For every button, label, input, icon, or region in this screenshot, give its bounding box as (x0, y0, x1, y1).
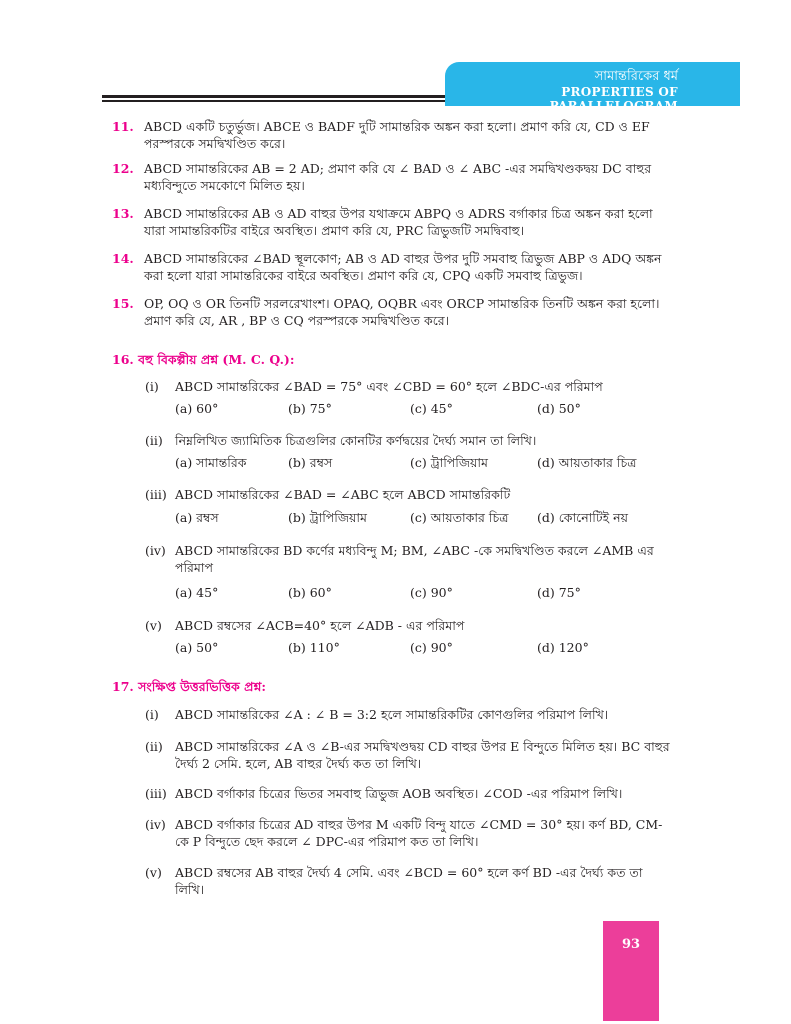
question-11 (112, 118, 682, 152)
option-d[interactable]: (d) কোনোটিই নয় (537, 510, 628, 525)
option-d[interactable]: (d) 50° (537, 401, 581, 416)
item-number: (iv) (145, 543, 166, 558)
mcq-options-5 (175, 640, 675, 657)
question-14 (112, 250, 682, 284)
question-text: ABCD সামান্তরিকের AB ও AD বাহুর উপর যথাক্রমে ABPQ ও ADRS বর্গাকার চিত্র অঙ্কন করা হলো যারা সামান্তরিকটির বাইরে অবস্থিত। প্রমাণ করি যে, PRC ত্রিভুজটি সমদ্বিবাহু। (144, 206, 653, 238)
item-text: নিম্নলিখিত জ্যামিতিক চিত্রগুলির কোনটির কর্ণদ্বয়ের দৈর্ঘ্য সমান তা লিখি। (175, 433, 537, 448)
item-number: (iv) (145, 817, 166, 832)
mcq-heading: 16. বহু বিকল্পীয় প্রশ্ন (M. C. Q.): (112, 352, 295, 367)
item-text: ABCD সামান্তরিকের ∠A ও ∠B-এর সমদ্বিখণ্ডদ্বয় CD বাহুর উপর E বিন্দুতে মিলিত হয়। BC বাহুর দৈর্ঘ্য 2 সেমি. হলে, AB বাহুর দৈর্ঘ্য কত তা লিখি। (175, 739, 670, 771)
option-c[interactable]: (c) 90° (410, 640, 453, 655)
short-answer-heading: 17. সংক্ষিপ্ত উত্তরভিত্তিক প্রশ্ন: (112, 679, 266, 694)
chapter-header-banner (445, 62, 740, 113)
option-c[interactable]: (c) 45° (410, 401, 453, 416)
item-number: (iii) (145, 786, 167, 801)
option-c[interactable]: (c) ট্রাপিজিয়াম (410, 455, 488, 470)
mcq-options-1 (175, 401, 675, 418)
short-item-4 (145, 816, 675, 850)
question-text: ABCD সামান্তরিকের ∠BAD স্থূলকোণ; AB ও AD বাহুর উপর দুটি সমবাহু ত্রিভুজ ABP ও ADQ অঙ্কন করা হলো যারা সামান্তরিকের বাইরে অবস্থিত। প্রমাণ করি যে, CPQ একটি সমবাহু ত্রিভুজ। (144, 251, 662, 283)
question-13 (112, 205, 682, 239)
item-number: (ii) (145, 433, 163, 448)
option-d[interactable]: (d) আয়তাকার চিত্র (537, 455, 637, 470)
option-a[interactable]: (a) 60° (175, 401, 219, 416)
option-b[interactable]: (b) 75° (288, 401, 332, 416)
mcq-options-2 (175, 455, 675, 472)
option-b[interactable]: (b) ট্রাপিজিয়াম (288, 510, 367, 525)
question-text: ABCD সামান্তরিকের AB = 2 AD; প্রমাণ করি যে ∠ BAD ও ∠ ABC -এর সমদ্বিখণ্ডকদ্বয় DC বাহুর মধ্যবিন্দুতে সমকোণে মিলিত হয়। (144, 161, 652, 193)
question-number: 11. (112, 119, 134, 134)
item-text: ABCD রম্বসের AB বাহুর দৈর্ঘ্য 4 সেমি. এবং ∠BCD = 60° হলে কর্ণ BD -এর দৈর্ঘ্য কত তা লিখি। (175, 865, 643, 897)
option-b[interactable]: (b) রম্বস (288, 455, 333, 470)
question-text: ABCD একটি চতুর্ভুজ। ABCE ও BADF দুটি সামান্তরিক অঙ্কন করা হলো। প্রমাণ করি যে, CD ও EF পরস্পরকে সমদ্বিখণ্ডিত করে। (144, 119, 650, 151)
option-a[interactable]: (a) সামান্তরিক (175, 455, 247, 470)
option-a[interactable]: (a) 50° (175, 640, 219, 655)
option-c[interactable]: (c) 90° (410, 585, 453, 600)
question-number: 14. (112, 251, 134, 266)
question-number: 15. (112, 296, 134, 311)
item-number: (i) (145, 379, 159, 394)
mcq-options-4 (175, 585, 675, 602)
chapter-title-bengali: সামান্তরিকের ধর্ম (594, 69, 678, 84)
item-number: (v) (145, 865, 162, 880)
option-a[interactable]: (a) রম্বস (175, 510, 219, 525)
short-item-2 (145, 738, 675, 772)
mcq-item-3 (145, 486, 675, 503)
chapter-title-english: PROPERTIES OF PARALLELOGRAM (549, 85, 678, 113)
item-number: (iii) (145, 487, 167, 502)
page-number: 93 (621, 937, 641, 952)
item-text: ABCD বর্গাকার চিত্রের AD বাহুর উপর M একটি বিন্দু যাতে ∠CMD = 30° হয়। কর্ণ BD, CM-কে P বিন্দুতে ছেদ করলে ∠ DPC-এর পরিমাপ কত তা লিখি। (175, 817, 663, 849)
header-rule (102, 95, 447, 107)
mcq-options-3 (175, 510, 675, 527)
mcq-item-2 (145, 432, 675, 449)
mcq-item-5 (145, 617, 675, 634)
option-c[interactable]: (c) আয়তাকার চিত্র (410, 510, 509, 525)
option-d[interactable]: (d) 75° (537, 585, 581, 600)
option-a[interactable]: (a) 45° (175, 585, 219, 600)
item-text: ABCD সামান্তরিকের ∠A : ∠ B = 3:2 হলে সামান্তরিকটির কোণগুলির পরিমাপ লিখি। (175, 707, 609, 722)
item-text: ABCD রম্বসের ∠ACB=40° হলে ∠ADB - এর পরিমাপ (175, 618, 465, 633)
item-number: (ii) (145, 739, 163, 754)
short-item-1 (145, 706, 675, 723)
question-12 (112, 160, 682, 194)
item-text: ABCD সামান্তরিকের ∠BAD = 75° এবং ∠CBD = 60° হলে ∠BDC-এর পরিমাপ (175, 379, 603, 394)
question-number: 12. (112, 161, 134, 176)
item-text: ABCD সামান্তরিকের ∠BAD = ∠ABC হলে ABCD সামান্তরিকটি (175, 487, 511, 502)
question-number: 13. (112, 206, 134, 221)
short-item-5 (145, 864, 675, 898)
item-text: ABCD সামান্তরিকের BD কর্ণের মধ্যবিন্দু M; BM, ∠ABC -কে সমদ্বিখণ্ডিত করলে ∠AMB এর পরিমাপ (175, 543, 654, 575)
page-number-tab (603, 921, 659, 1021)
option-d[interactable]: (d) 120° (537, 640, 589, 655)
question-text: OP, OQ ও OR তিনটি সরলরেখাংশ। OPAQ, OQBR এবং ORCP সামান্তরিক তিনটি অঙ্কন করা হলো। প্রমাণ করি যে, AR , BP ও CQ পরস্পরকে সমদ্বিখণ্ডিত করে। (144, 296, 660, 328)
question-15 (112, 295, 682, 329)
mcq-item-1 (145, 378, 675, 395)
item-number: (v) (145, 618, 162, 633)
option-b[interactable]: (b) 60° (288, 585, 332, 600)
item-text: ABCD বর্গাকার চিত্রের ভিতর সমবাহু ত্রিভুজ AOB অবস্থিত। ∠COD -এর পরিমাপ লিখি। (175, 786, 623, 801)
mcq-item-4 (145, 542, 675, 576)
option-b[interactable]: (b) 110° (288, 640, 340, 655)
short-item-3 (145, 785, 675, 802)
item-number: (i) (145, 707, 159, 722)
